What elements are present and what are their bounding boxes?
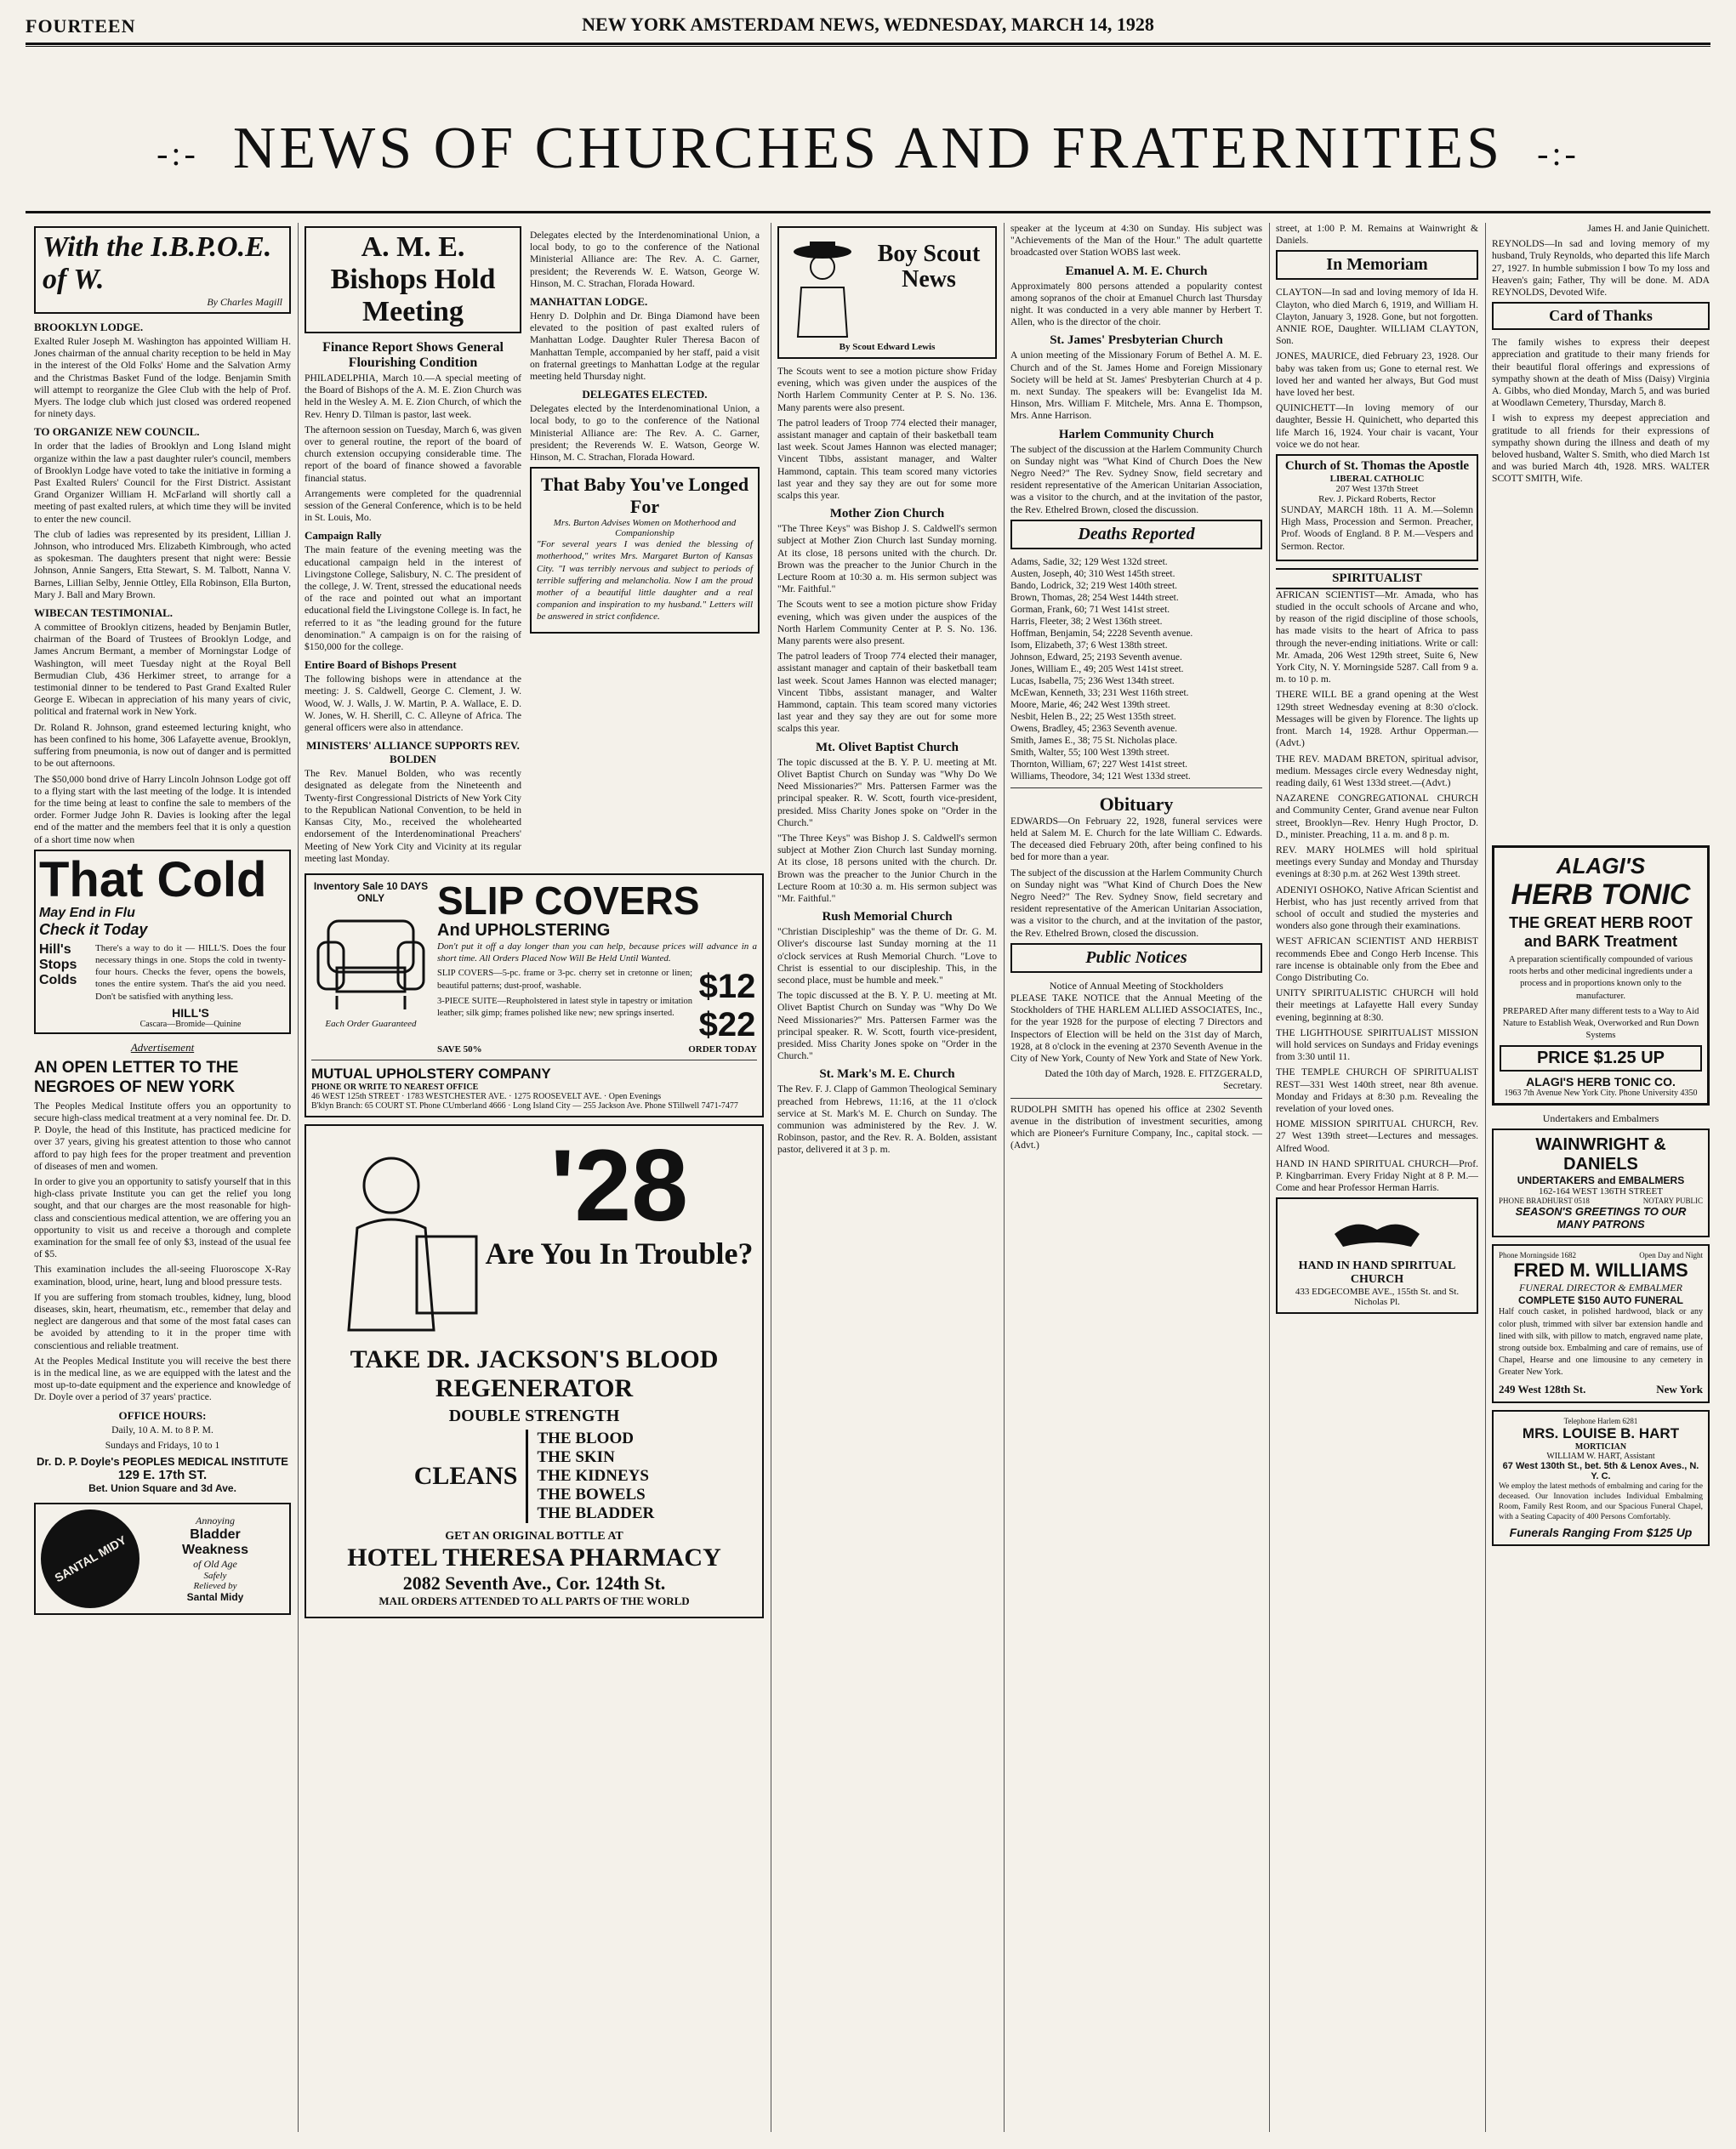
santal-line-2: Weakness [182,1543,248,1558]
obituary-body: EDWARDS—On February 22, 1928, funeral services were held at Salem M. E. Church for the late William C. Edwards. The deceased died February 20th, after being confined to his bed for more than a year. [1010,815,1262,863]
hand-address: 433 EDGECOMBE AVE., 155th St. and St. Nicholas Pl. [1295,1287,1460,1308]
ibpoe-body-4: Dr. Roland R. Johnson, grand esteemed lecturing knight, who has been confined to his home, 306 Lafayette avenue, Brooklyn, suffering from pneumonia, is now out of danger and is permitted to be out afternoons. [34,721,291,770]
fmw-complete: COMPLETE $150 AUTO FUNERAL [1517,1294,1684,1307]
undertakers-label: Undertakers and Embalmers [1542,1112,1659,1125]
wd-address: 162-164 WEST 136TH STREET [1539,1186,1663,1197]
santal-line-6: Santal Midy [186,1591,244,1604]
institute-address: 129 E. 17th ST. [117,1468,208,1483]
spiritualist-body: AFRICAN SCIENTIST—Mr. Amada, who has studied in the occult schools of Arcane and who, by reason of the rigid discipline of those schools, has made visits to the heart of Africa to pass through the never-ending initiations. Write or call: Mr. Amada, 206 West 129th street, Suite 6, New York City, N. Y. Morningside 5287. Call from 9 a. m. to 10 p. m. [1276,588,1478,685]
page-number: FOURTEEN [26,15,136,37]
death-entry: Gorman, Frank, 60; 71 West 141st street. [1010,604,1170,615]
cold-ad-side: Hill's Stops Colds [39,941,77,987]
campaign-head: Campaign Rally [305,529,382,543]
rush-body: "Christian Discipleship" was the theme of Dr. G. M. Oliver's discourse last Sunday morning at the 11 o'clock services at Rush Memorial Church. "Love to Christ is essential to our discipleship. This, in the second place, must be humble and meek." [777,926,997,986]
death-entry: Owens, Bradley, 45; 2363 Seventh avenue. [1010,723,1178,734]
thanks-body-2: I wish to express my deepest appreciation and gratitude to all friends for their expressions of sympathy shown during the illness and death of my beloved husband, Walter S. Smith, who died March 1st and was buried March 4th, 1928. MRS. WALTER SCOTT SMITH, Wife. [1492,412,1710,485]
fmw-sub: FUNERAL DIRECTOR & EMBALMER [1519,1282,1682,1294]
harlem-head: Harlem Community Church [1058,427,1215,441]
scout-byline: By Scout Edward Lewis [839,342,936,352]
death-entry: Smith, Walter, 55; 100 West 139th street. [1010,747,1170,758]
ame-body-1: The afternoon session on Tuesday, March 6, was given over to general routine, the report of the board of church extension occupying considerable time. The report of the board of finance showed a favorable financial status. [305,424,521,484]
notice-3: REV. MARY HOLMES will hold spiritual meetings every Sunday and Monday and Thursday evenings at 8:30 p.m. at 262 West 139th street. [1276,844,1478,880]
manhattan-body: Henry D. Dolphin and Dr. Binga Diamond have been elevated to the position of past exalted rulers of Manhattan Lodge. Daughter Ruler Theresa Bacon of Manhattan Temple, accompanied by her staff, paid a visit on fraternal greetings to Manhattan Lodge at the regular meeting held Thursday night. [530,310,760,383]
ibpoe-head-0: BROOKLYN LODGE. [34,321,144,333]
jackson-question: Are You In Trouble? [485,1237,754,1271]
mzion-head: Mother Zion Church [829,507,945,521]
death-entry: Williams, Theodore, 34; 121 West 133d street. [1010,770,1191,782]
baby-body: "For several years I was denied the blessing of motherhood," writes Mrs. Margaret Burton of Kansas City. "I was terribly nervous and subject to periods of terrible suffering and melancholia. Now I am the proud mother of a beautiful little daughter and a real companion and inspiration to my husband." Letters will be answered in strict confidence. [537,539,753,623]
board-body: The following bishops were in attendance at the meeting: J. S. Caldwell, George C. Clement, J. W. Wood, W. J. Walls, J. W. Martin, P. A. Wallace, E. D. W. Jones, W. H. Sherill, C. C. Alleyne of Africa. The general officers were also in attendance. [305,674,521,734]
scout-title-box [777,226,997,359]
slip-order: ORDER TODAY [688,1044,757,1055]
slip-tag: Inventory Sale 10 DAYS ONLY [313,879,429,904]
slip-save: SAVE 50% [437,1044,482,1055]
deaths-title-box [1010,520,1262,549]
fmw-body: Half couch casket, in polished hardwood, black or any color plush, trimmed with silver bar extension handle and lined with silk, with pillow to match, engraved name plate, strong outside box. Embalming and care of remains, use of Chapel, Hearse and one limousine to any cemetery in Greater New York. [1499,1307,1703,1378]
jackson-item-3: THE BOWELS [537,1486,646,1504]
ame-title-box [305,226,521,333]
cold-ad-body: There's a way to do it — HILL'S. Does the four necessary things in one. Stops the cold in twenty-four hours. Checks the fever, opens the bowels, tones the entire system. That's the aid you need. Don't be satisfied with anything less. [95,942,286,1002]
notice-2: NAZARENE CONGREGATIONAL CHURCH and Community Center, Grand avenue near Fulton street, Brooklyn—Rev. Henry Hugh Proctor, D. D., minister. Preaching, 11 a. m. and 8 p. m. [1276,793,1478,840]
jackson-ad [305,1124,764,1618]
cold-ad-brand-sub: Cascara—Bromide—Quinine [139,1019,242,1029]
hand-in-hand-ad [1276,1197,1478,1314]
notice-9: HOME MISSION SPIRITUAL CHURCH, Rev. 27 West 139th street—Lectures and messages. Alfred Wood. [1276,1118,1478,1154]
hart-phone: Telephone Harlem 6281 [1563,1416,1638,1425]
death-entry: Johnson, Edward, 25; 2193 Seventh avenue. [1010,651,1182,662]
slip-caption: Each Order Guaranteed [325,1018,417,1029]
herb-title: HERB TONIC [1511,878,1691,911]
open-letter-p2: This examination includes the all-seeing Fluoroscope X-Ray examination, blood, urine, heart, lung and blood pressure tests. [34,1264,291,1288]
jackson-item-4: THE BLADDER [537,1504,655,1523]
banner-title: NEWS OF CHURCHES AND FRATERNITIES [232,116,1504,181]
ibpoe-head-1: TO ORGANIZE NEW COUNCIL. [34,425,200,439]
wd-notary: NOTARY PUBLIC [1642,1197,1703,1206]
open-letter-p0: The Peoples Medical Institute offers you an opportunity to secure high-class medical treatment at a very nominal fee. Dr. D. P. Doyle, the head of this Institute, has practiced medicine for over 37 years, giving his greatest attention to those who cannot afford to pay high fees for the proper treatment and prevention of diseases of men and women. [34,1100,291,1172]
slip-phone: PHONE OR WRITE TO NEAREST OFFICE [311,1083,479,1093]
slip-addresses: 46 WEST 125th STREET · 1783 WESTCHESTER AVE. · 1275 ROOSEVELT AVE. · Open Evenings [311,1092,662,1102]
santal-capsule-icon [41,1509,139,1608]
banner-ornament-right: -:- [1537,134,1579,173]
slip-company: MUTUAL UPHOLSTERY COMPANY [311,1066,551,1083]
clasped-hands-icon [1330,1204,1424,1255]
slip-price-2: $22 [698,1006,756,1044]
lyceum-body: speaker at the lyceum at 4:30 on Sunday. His subject was "Achievements of the Man of the Hour." The adult quartette broadcasted over Station WOBS last week. [1010,223,1262,259]
cold-ad-tag1: May End in Flu [39,905,135,920]
fmw-city: New York [1656,1382,1703,1396]
ibpoe-body-2: The club of ladies was represented by its president, Lillian J. Johnson, who introduced Mrs. Elizabeth Kimbrough, who acted as spokesman. The daughters present that night were: Bessie Johnson, Annie Sangers, Etta Stewart, S. M. Talbott, Nanna V. Barnes, Lillian Selby, Jennie Ottley, Ella Robinson, Ella Burton, Mary J. Ball and Mary Brown. [34,528,291,600]
death-entry: Moore, Marie, 46; 242 West 139th street. [1010,699,1170,710]
slip-covers-ad [305,873,764,1117]
open-letter-p4: At the Peoples Medical Institute you will receive the best there is in the medical line, as we are equipped with the latest and the most up-to-date equipment and the experience and knowledge of Dr. Doyle over a period of 37 years' practice. [34,1355,291,1403]
jackson-pharmacy: HOTEL THERESA PHARMACY [347,1544,721,1572]
wd-greeting: SEASON'S GREETINGS TO OUR MANY PATRONS [1515,1205,1687,1231]
fmw-address: 249 West 128th St. [1499,1382,1586,1396]
notice-6: UNITY SPIRITUALISTIC CHURCH will hold their meetings at Lafayette Hall every Sunday evening, beginning at 8:30. [1276,987,1478,1023]
cold-ad-title: That Cold [39,851,267,907]
banner-ornament-left: -:- [157,134,199,173]
fmw-hours: Open Day and Night [1639,1251,1703,1260]
hand-title: HAND IN HAND SPIRITUAL CHURCH [1298,1259,1456,1287]
ame-body-0: PHILADELPHIA, March 10.—A special meeting of the Board of Bishops of the A. M. E. Zion Church was held in the Wesley A. M. E. Zion Church, of which the Rev. Henry D. Tilman is pastor, last week. [305,372,521,420]
apostle-sub: LIBERAL CATHOLIC [1329,474,1425,485]
death-entry: Thornton, William, 67; 227 West 141st street. [1010,759,1187,770]
jackson-item-2: THE KIDNEYS [537,1467,649,1486]
baby-title: That Baby You've Longed For [540,474,749,518]
wainwright-line: street, at 1:00 P. M. Remains at Wainwright & Daniels. [1276,223,1478,247]
banner-rule [26,211,1710,213]
hart-funerals: Funerals Ranging From $125 Up [1509,1525,1693,1539]
death-entry: Austen, Joseph, 40; 310 West 145th street. [1010,568,1175,579]
death-entry: Hoffman, Benjamin, 54; 2228 Seventh avenue. [1010,628,1193,639]
ibpoe-body-5: The $50,000 bond drive of Harry Lincoln Johnson Lodge got off to a flying start with the last meeting of the lodge. It is intended for the time being at least to confine the sale to members of the order. Former Judge John R. Davies is looking after the legal end of the matter and the members feel that it is only a question of a short time now when [34,773,291,845]
jackson-strength: DOUBLE STRENGTH [448,1407,620,1426]
jackson-get: GET AN ORIGINAL BOTTLE AT [445,1530,623,1544]
institute-name: Dr. D. P. Doyle's PEOPLES MEDICAL INSTITUTE [37,1455,288,1469]
rush-body-cont: The topic discussed at the B. Y. P. U. meeting at Mt. Olivet Baptist Church on Sunday was "Why Do We Need Missionaries?" Mrs. Pattersen Farmer was the principal speaker. R. W. Scott, fourth vice-president, presided. Miss Charity Jones spoke on "Order in the Church." [777,990,997,1062]
wd-sub: UNDERTAKERS and EMBALMERS [1517,1174,1685,1187]
jackson-address: 2082 Seventh Ave., Cor. 124th St. [402,1572,666,1595]
public-head: Notice of Annual Meeting of Stockholders [1049,979,1224,992]
baby-deck: Mrs. Burton Advises Women on Motherhood and Companionship [553,518,737,539]
harlem-body: The subject of the discussion at the Harlem Community Church on Sunday night was "What Kind of Church Does the New Negro Need?" The Rev. Sydney Snow, field secretary and resident representative of the American Unitarian Association, was a visitor to the church, and at the invitation of the pastor, the Rev. Ethelred Brown, closed the discussion. [1010,443,1262,515]
deaths-list [1010,556,1262,782]
mzion-body-cont2: The patrol leaders of Troop 774 elected their manager, assistant manager and captain of their basketball team last week. Scout James Hannon was elected manager; Vincent Tibbs, assistant manager, and Walter Hammond, captain. This team scored many victories last year and they say they are out for some more scalps this year. [777,651,997,735]
rudolph-smith-notice: RUDOLPH SMITH has opened his office at 2302 Seventh avenue in the distribution of investment securities, among which are Pioneer's Furniture Company, Inc., capital stock. —(Advt.) [1010,1103,1262,1151]
death-entry: Brown, Thomas, 28; 254 West 144th street. [1010,592,1179,603]
column-1 [34,223,291,2132]
olivet-body: The topic discussed at the B. Y. P. U. meeting at Mt. Olivet Baptist Church on Sunday was "Why Do We Need Missionaries?" Mrs. Pattersen Farmer was the principal speaker. R. W. Scott, fourth vice-president, presided. Miss Charity Jones spoke on "Order in the Church." [777,756,997,828]
obituary-title: Obituary [1099,793,1174,815]
boy-scout-icon [784,236,861,338]
office-hours-0: Daily, 10 A. M. to 8 P. M. [111,1424,213,1436]
stjames-head: St. James' Presbyterian Church [1050,333,1223,348]
rush-head: Rush Memorial Church [822,910,953,924]
notice-5: WEST AFRICAN SCIENTIST AND HERBIST recommends Ebee and Congo Herb Incense. This rare incense is obtainable only from the Ebee and Congo Distributing Co. [1276,935,1478,983]
jackson-mail: MAIL ORDERS ATTENDED TO ALL PARTS OF THE WORLD [379,1595,690,1608]
public-body: PLEASE TAKE NOTICE that the Annual Meeting of the Stockholders of THE HARLEM ALLIED ASSOCIATES, Inc., for the year 1928 for the purpose of electing 7 Directors and Inspectors of Election will be held on the 31st day of March, 1928, at 8 o'clock in the evening at 2370 Seventh Avenue in the City of New York, County of New York and State of New York. [1010,992,1262,1064]
herb-price: PRICE $1.25 UP [1500,1045,1702,1072]
manhattan-intro: Delegates elected by the Interdenominational Union, a local body, to go to the conference of the National Ministerial Alliance are: The Rev. A. C. Garner, president; the Reverends W. E. Watson, George W. Hinson, M. C. Strachan, Florada Howard. [530,230,760,289]
marks-body: The Rev. F. J. Clapp of Gammon Theological Seminary preached from Hebrews, 11:16, at the 11 o'clock service at St. Mark's M. E. Church on Sunday. The communion was administered by the Rev. J. W. Robinson, pastor, and the Rev. R. A. Bolden, assistant pastor, delivered it at 3 p. m. [777,1083,997,1156]
ibpoe-byline: By Charles Magill [207,296,282,308]
column-6-top [1492,223,1710,835]
jones-body: JONES, MAURICE, died February 23, 1928. Our baby was taken from us; Gone to eternal rest. We loved her and wanted her always, But God must have loved her best. [1276,350,1478,399]
death-entry: Nesbit, Helen B., 22; 25 West 135th street. [1010,711,1176,722]
open-letter-title: AN OPEN LETTER TO THE NEGROES OF NEW YORK [34,1058,239,1096]
scout-body-1: The patrol leaders of Troop 774 elected their manager, assistant manager and captain of their basketball team last week. Scout James Hannon was elected manager; Vincent Tibbs, assistant manager, and Walter Hammond, captain. This team scored many victories last year and they say they are out for some more scalps this year. [777,417,997,502]
cold-ad-brand: HILL'S [172,1005,209,1020]
ibpoe-body-0: Exalted Ruler Joseph M. Washington has appointed William H. Jones chairman of the annual charity reception to be held in May in the interest of the Old Folks' Home and the Salvation Army and the Christmas Basket Fund of the lodge. Benjamin Smith will attempt to reorganize the Glee Club with the help of Prof. Myers. The lodge club which just closed was ordered reopened for ninety days. [34,336,291,420]
column-divider-1 [298,223,299,2132]
hart-title: MRS. LOUISE B. HART [1522,1424,1680,1441]
emanuel-head: Emanuel A. M. E. Church [1065,264,1208,278]
thanks-title-box [1492,302,1710,330]
herb-brand: ALAGI'S [1556,853,1646,878]
stjames-body: A union meeting of the Missionary Forum of Bethel A. M. E. Church and of the St. James Home and Foreign Missionary Society will be held at St. James' Presbyterian Church at 4 p. m. next Sunday. The speakers will be: Evangelist Ida M. Hinson, Mrs. William F. Mitchele, Mrs. Anna E. Thompson, Mrs. Anne Harrison. [1010,350,1262,422]
apostle-address: 207 West 137th Street [1335,484,1419,495]
spiritualist-title: SPIRITUALIST [1276,568,1478,589]
top-rule-thin [26,46,1710,47]
board-head: Entire Board of Bishops Present [305,658,457,672]
jackson-item-1: THE SKIN [537,1448,615,1467]
column-6-bottom [1492,842,1710,2132]
public-notices-title: Public Notices [1085,947,1187,967]
santal-brand: SANTAL MIDY [52,1532,128,1585]
santal-line-5: Relieved by [193,1581,237,1592]
slip-title: SLIP COVERS [437,878,700,923]
thanks-title: Card of Thanks [1549,307,1653,325]
cold-ad-tag2: Check it Today [39,920,148,938]
wainwright-ad [1492,1129,1710,1237]
top-rule [26,43,1710,45]
scout-title: Boy Scout News [877,241,981,293]
apostle-schedule: SUNDAY, MARCH 18th. 11 A. M.—Solemn High Mass, Procession and Sermon. Preacher, Prof. Woods of England. 8 P. M.—Vespers and Sermon. Rector. [1281,504,1473,552]
memoriam-body: CLAYTON—In sad and loving memory of Ida H. Clayton, who died March 6, 1919, and William H. Clayton, January 3, 1928. Gone, but not forgotten. ANNIE ROE, Daughter. WILLIAM CLAYTON, Son. [1276,287,1478,347]
jackson-item-0: THE BLOOD [537,1430,634,1448]
apostle-title: Church of St. Thomas the Apostle [1284,459,1470,474]
ibpoe-body-1: In order that the ladies of Brooklyn and Long Island might organize within the law a past daughter ruler's council, members of Brooklyn Lodge have voted to take the initiative in forming a Past Exalted Rulers' Council for the First District. Assistant Grand Organizer William H. McFarland will shortly call a meeting of past exalted rulers, at which time they will be invited to enter the new council. [34,441,291,525]
herb-sub: THE GREAT HERB ROOT and BARK Treatment [1509,914,1693,950]
delegates-head: DELEGATES ELECTED. [582,388,708,401]
ibpoe-body-3: A committee of Brooklyn citizens, headed by Benjamin Butler, chairman of the Board of Trustees of Brooklyn Lodge, and James Ancrum Bermant, a member of Morningstar Lodge of Washington, will meet Tuesday night at the Royal Bell Bermudian Club, 436 Herkimer street, to arrange for a testimonial dinner to be tendered to Past Grand Exalted Ruler George E. Wibecan in appreciation of his many years of civic, political and fraternal work in New York. [34,622,291,718]
santal-line-1: Bladder [190,1527,241,1543]
hart-sub: MORTICIAN [1574,1441,1627,1452]
fmw-phone: Phone Morningside 1682 [1499,1251,1576,1260]
column-3 [777,223,997,2132]
wd-phone: PHONE BRADHURST 0518 [1499,1197,1590,1206]
memoriam-title: In Memoriam [1326,255,1428,275]
column-divider-3 [1004,223,1005,2132]
open-letter-p1: In order to give you an opportunity to satisfy yourself that in this high-class private Institute you can get the relief you long sought, and that our charges are the most reasonable for high-class and conscientious medical attention, we are offering you an opportunity to visit us and receive a thorough and complete examination for the small fee of only $3, instead of the usual fee of $5. [34,1175,291,1260]
manhattan-head: MANHATTAN LODGE. [530,295,648,309]
fred-williams-ad [1492,1244,1710,1402]
ibpoe-title-box [34,226,291,314]
slip-item-2: 3-PIECE SUITE—Reupholstered in latest style in tapestry or imitation leather; silk gimp; frames polished like new; new springs inserted. [437,996,692,1018]
man-with-paper-icon [315,1134,485,1339]
hart-ad [1492,1410,1710,1546]
hart-address: 67 West 130th St., bet. 5th & Lenox Aves., N. Y. C. [1502,1460,1699,1481]
herb-address: 1963 7th Avenue New York City. Phone University 4350 [1504,1089,1698,1099]
hart-assistant: WILLIAM W. HART, Assistant [1546,1451,1655,1461]
ministers-head: MINISTERS' ALLIANCE SUPPORTS REV. BOLDEN [306,739,520,766]
reynolds-body: REYNOLDS—In sad and loving memory of my husband, Truly Reynolds, who departed this life March 27, 1927. In humble submission I bow To my loss and Heaven's gain; Father, Thy will be done. M. ADA REYNOLDS, Devoted Wife. [1492,238,1710,298]
slip-item-1: SLIP COVERS—5-pc. frame or 3-pc. cherry set in cretonne or linen; beautiful patterns; dust-proof, washable. [437,969,692,991]
office-hours-title: OFFICE HOURS: [118,1408,207,1422]
ministers-body: The Rev. Manuel Bolden, who was recently designated as delegate from the Nineteenth and Twenty-first Congressional Districts of New York City to the Republican National Convention, to be held in Kansas City, Mo., received the wholehearted endorsement of the Interdenominational Preachers' Meeting of New York City and Vicinity at its regular meeting last Monday. [305,768,521,864]
jackson-title: TAKE DR. JACKSON'S BLOOD REGENERATOR [350,1345,719,1403]
ibpoe-head-3: WIBECAN TESTIMONIAL. [34,606,174,620]
notice-8: THE TEMPLE CHURCH OF SPIRITUALIST REST—331 West 140th street, near 8th avenue. Monday and Fridays at 8:30 p.m. Revealing the revelation of your loved ones. [1276,1066,1478,1114]
notice-4: ADENIYI OSHOKO, Native African Scientist and Herbist, who has just recently arrived from that school of occult and studied the mysteries and wonders also gone through their examinations. [1276,884,1478,932]
santal-line-4: Safely [203,1571,227,1582]
mzion-body-cont: The Scouts went to see a motion picture show Friday evening, which was given under the auspices of the North Harlem Community Center at P. S. No. 136. Many parents were also present. [777,599,997,647]
santal-line-3: of Old Age [193,1558,237,1571]
section-banner [26,111,1710,192]
ame-title: A. M. E. Bishops Hold Meeting [330,231,496,327]
ame-body-2: Arrangements were completed for the quadrennial session of the General Conference, which is to be held in St. Louis, Mo. [305,487,521,524]
deaths-title: Deaths Reported [1078,524,1195,543]
herb-prep: PREPARED After many different tests to a Way to Aid Nature to Establish Weak, Overworked and Run Down Systems [1502,1006,1699,1041]
armchair-icon [311,904,430,1015]
open-letter-p3: If you are suffering from stomach troubles, kidney, lung, blood diseases, skin, heart, rheumatism, etc., remember that delay and neglect are dangerous and that some of the most fatal cases can be avoided by attending to it in the proper time with conscientious and reliable treatment. [34,1291,291,1351]
column-4 [1010,223,1262,2132]
quinichett-body: QUINICHETT—In loving memory of our daughter, Bessie H. Quinichett, who departed this life March 16, 1924. Your chair is vacant, Your voice we do not hear. [1276,402,1478,450]
notice-0: THERE WILL BE a grand opening at the West 129th street Wednesday evening at 8:30 o'clock. Messages will be given by Florence. The lights up front. March 14, 1928. Arthur Opperman.—(Advt.) [1276,689,1478,749]
mzion-body: "The Three Keys" was Bishop J. S. Caldwell's sermon subject at Mother Zion Church last Sunday morning. At its close, 18 persons united with the church. Dr. Brown was the preacher to the Junior Church in the Lecture Room at 10:30 a. m. His sermon subject was "Mr. Faithful." [777,523,997,595]
herb-desc: A preparation scientifically compounded of various roots herbs and other medicinal ingredients under a process and in proportions known only to the manufacturer. [1508,955,1693,1001]
death-entry: Jones, William E., 49; 205 West 141st street. [1010,663,1184,674]
advertisement-label: Advertisement [130,1040,195,1054]
olivet-head: Mt. Olivet Baptist Church [815,740,959,754]
olivet-body-cont: "The Three Keys" was Bishop J. S. Caldwell's sermon subject at Mother Zion Church last Sunday morning. At its close, 18 persons united with the church. Dr. Brown was the preacher to the Junior Church in the Lecture Room at 10:30 a. m. His sermon subject was "Mr. Faithful." [777,832,997,904]
jackson-number: '28 [549,1129,688,1243]
death-entry: McEwan, Kenneth, 33; 231 West 116th street. [1010,687,1189,698]
notice-7: THE LIGHTHOUSE SPIRITUALIST MISSION will hold services on Sundays and Friday evenings from 3:30 until 11. [1276,1026,1478,1063]
notice-1: THE REV. MADAM BRETON, spiritual advisor, medium. Messages circle every Wednesday night, reading daily, 61 West 133d street.—(Advt.) [1276,753,1478,788]
marks-head: St. Mark's M. E. Church [819,1067,955,1082]
herb-company: ALAGI'S HERB TONIC CO. [1526,1075,1676,1089]
cold-ad [34,850,291,1034]
slip-body: Don't put it off a day longer than you can help, because prices will advance in a short time. All Orders Placed Now Will Be Held Until Wanted. [437,941,757,964]
hart-body: We employ the latest methods of embalming and caring for the deceased. Our Innovation includes Individual Embalming Room, Family Rest Room, and our Spacious Funeral Chapel, with a Seating Capacity of 400 Persons Comfortably. [1499,1481,1703,1521]
baby-ad [530,467,760,633]
slip-brooklyn: B'klyn Branch: 65 COURT ST. Phone CUmberland 4666 · Long Island City — 255 Jackson Ave. Phone STillwell 7471-7477 [311,1101,738,1111]
santal-ad [34,1503,291,1615]
public-notices-box [1010,943,1262,973]
slip-sub: And UPHOLSTERING [437,920,611,940]
wd-title: WAINWRIGHT & DANIELS [1535,1135,1666,1174]
death-entry: Smith, James E., 38; 75 St. Nicholas place. [1010,735,1178,746]
ibpoe-title: With the I.B.P.O.E. of W. [43,231,272,295]
masthead-line: NEW YORK AMSTERDAM NEWS, WEDNESDAY, MARCH 14, 1928 [582,14,1154,35]
scout-body-0: The Scouts went to see a motion picture show Friday evening, which was given under the auspices of the North Harlem Community Center at P. S. No. 136. Many parents were also present. [777,366,997,413]
death-entry: Isom, Elizabeth, 37; 6 West 138th street. [1010,640,1168,651]
santal-line-0: Annoying [196,1515,235,1527]
death-entry: Adams, Sadie, 32; 129 West 132d street. [1010,556,1168,567]
campaign-body: The main feature of the evening meeting was the educational campaign held in the interest of Livingstone College, Salisbury, N. C. The president of the college, J. W. Trent, stressed the educational needs of the race and pointed out what an important educational field the Livingstone College is. In fact, he referred to it as "the leading ground for the future denomination." A campaign is on for the raising of $150,000 for the college. [305,544,521,653]
office-hours-1: Sundays and Fridays, 10 to 1 [105,1439,220,1451]
herb-tonic-ad [1492,845,1710,1106]
fmw-title: FRED M. WILLIAMS [1513,1259,1688,1282]
delegates-body: Delegates elected by the Interdenominational Union, a local body, to go to the conference of the National Ministerial Alliance are: The Rev. A. C. Garner, president; the Reverends W. E. Watson, George W. Hinson, M. C. Strachan, Florada Howard. [530,403,760,463]
death-entry: Harris, Fleeter, 38; 2 West 136th street. [1010,616,1163,627]
column-2 [305,223,764,2132]
quinichett-signature: James H. and Janie Quinichett. [1587,223,1710,234]
institute-address-2: Bet. Union Square and 3d Ave. [88,1482,236,1495]
thanks-body: The family wishes to express their deepest appreciation and gratitude to their many friends for their beautiful floral offerings and expressions of sympathy shown at the death of Miss (Daisy) Virginia A. Gibbs, who died Monday, March 5, and was buried at Woodlawn Cemetery, Thursday, March 8. [1492,337,1710,409]
apostle-rector: Rev. J. Pickard Roberts, Rector [1318,494,1436,505]
slip-price-1: $12 [698,968,756,1006]
folio-line [26,9,1710,43]
notice-10: HAND IN HAND SPIRITUAL CHURCH—Prof. P. Kingbarriman. Every Friday Night at 8 P. M.—Come and hear Professor Herman Harris. [1276,1157,1478,1194]
jackson-cleans: CLEANS [413,1462,518,1491]
death-entry: Lucas, Isabella, 75; 236 West 134th street. [1010,675,1175,686]
emanuel-body: Approximately 800 persons attended a popularity contest among sopranos of the choir at Emanuel Church last Thursday night. It was conducted in a very able manner by Herbert T. Allen, who is the director of the choir. [1010,280,1262,328]
death-entry: Bando, Lodrick, 32; 219 West 140th street. [1010,580,1177,591]
obituary-body-cont: The subject of the discussion at the Harlem Community Church on Sunday night was "What Kind of Church Does the New Negro Need?" The Rev. Sydney Snow, field secretary and resident representative of the American Unitarian Association, was a visitor to the church, and at the invitation of the pastor, the Rev. Ethelred Brown, closed the discussion. [1010,867,1262,939]
ame-deck: Finance Report Shows General Flourishing Condition [322,340,504,370]
public-sign: Dated the 10th day of March, 1928. E. FITZGERALD, Secretary. [1044,1068,1262,1092]
